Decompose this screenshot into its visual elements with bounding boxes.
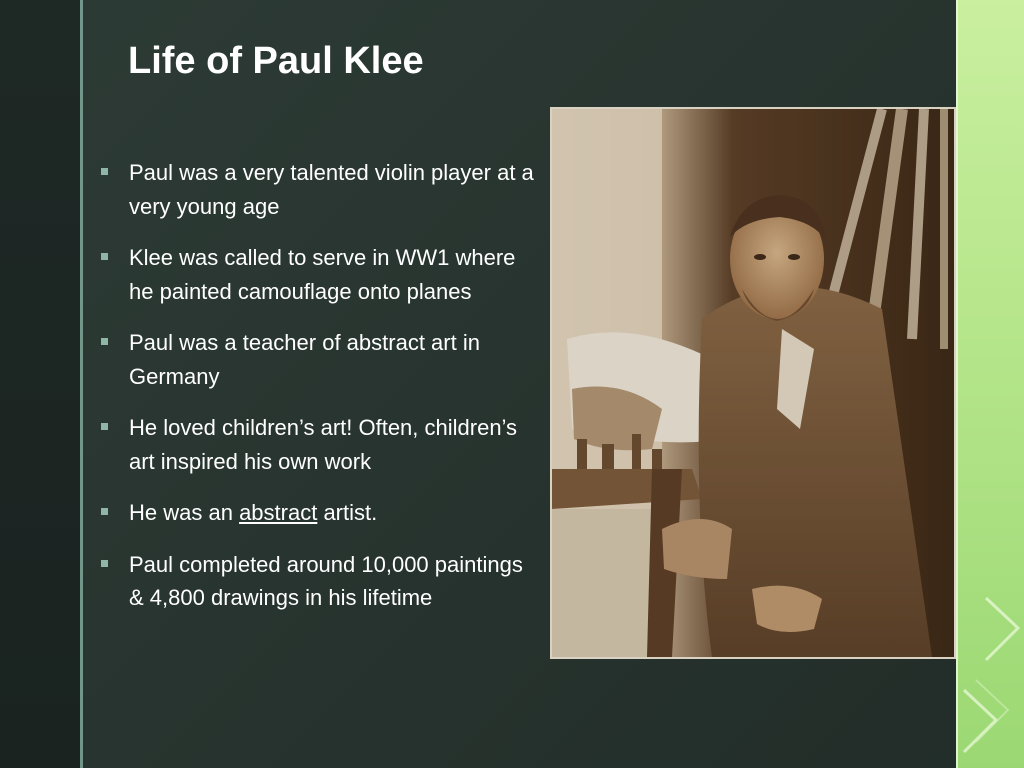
square-bullet-icon [101, 508, 108, 515]
bullet-item [100, 326, 540, 393]
square-bullet-icon [101, 338, 108, 345]
bullet-list [100, 156, 540, 633]
left-dark-strip [0, 0, 80, 768]
square-bullet-icon [101, 560, 108, 567]
bullet-text: Klee was called to serve in WW1 where he painted camouflage onto planes [129, 245, 516, 304]
bullet-item [100, 411, 540, 478]
bullet-text: Paul was a very talented violin player at a very young age [129, 160, 534, 219]
bullet-text: Paul was a teacher of abstract art in Germany [129, 330, 480, 389]
slide-title: Life of Paul Klee [128, 40, 424, 82]
bullet-item [100, 241, 540, 308]
bullet-text-after: artist. [317, 500, 378, 525]
bullet-text: He loved children’s art! Often, children’s art inspired his own work [129, 415, 518, 474]
bullet-item [100, 496, 540, 530]
bullet-item [100, 156, 540, 223]
sepia-portrait-image [552, 109, 954, 657]
square-bullet-icon [101, 423, 108, 430]
portrait-photo [550, 107, 956, 659]
left-accent-line [80, 0, 83, 768]
square-bullet-icon [101, 253, 108, 260]
chevron-decoration-icon [956, 580, 1024, 768]
bullet-text: Paul completed around 10,000 paintings & 4,800 drawings in his lifetime [129, 551, 523, 610]
abstract-link[interactable]: abstract [239, 500, 318, 525]
square-bullet-icon [101, 168, 108, 175]
bullet-text-before: He was an [129, 500, 240, 525]
bullet-item [100, 548, 540, 615]
